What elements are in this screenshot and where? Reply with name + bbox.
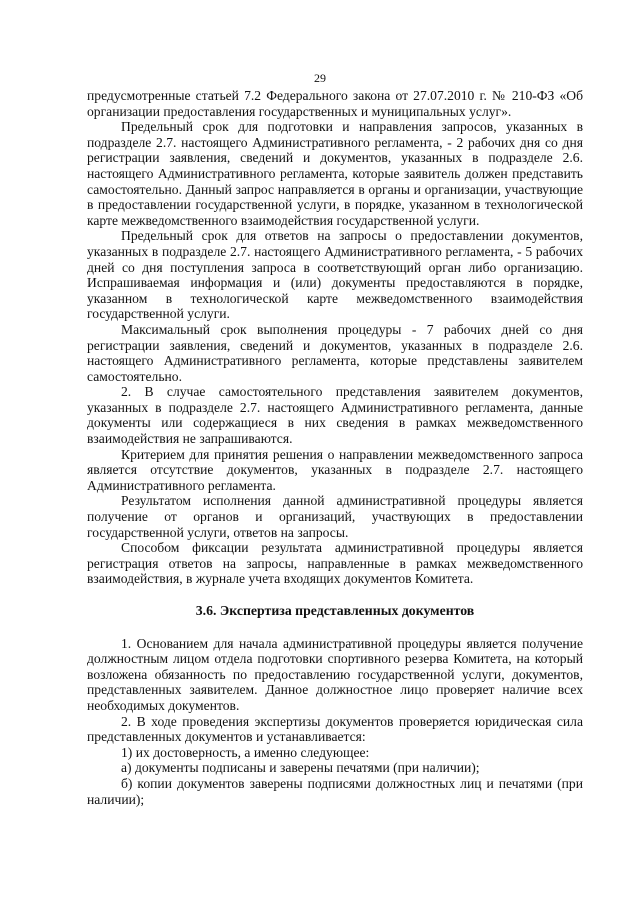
page-number: 29 — [314, 71, 326, 85]
paragraph: Максимальный срок выполнения процедуры - 7 рабочих дней со дня регистрации заявления, сведений и документов, указанных в подразделе 2.6. настоящего Административного регламента, которые представлены заявителем самостоятельно. — [87, 321, 583, 384]
section-heading: 3.6. Экспертиза представленных документов — [195, 603, 475, 618]
list-item: б) копии документов заверены подписями должностных лиц и печатями (при наличии); — [87, 775, 583, 807]
paragraph: Способом фиксации результата административной процедуры является регистрация ответов на запросы, направленные в рамках межведомственного взаимодействия, в журнале учета входящих документов Комитета. — [87, 540, 583, 587]
list-item: а) документы подписаны и заверены печатями (при наличии); — [121, 760, 480, 776]
document-body — [87, 88, 583, 807]
paragraph: 1. Основанием для начала административной процедуры является получение должностным лицом отдела подготовки спортивного резерва Комитета, на который возложена обязанность по предоставлению государственной услуги, документов, представленных заявителем. Данное должностное лицо проверяет наличие всех необходимых документов. — [87, 635, 583, 713]
paragraph: Предельный срок для ответов на запросы о предоставлении документов, указанных в подразделе 2.7. настоящего Административного регламента, - 5 рабочих дней со дня поступления запроса в соответствующий орган либо организацию. Испрашиваемая информация и (или) документы предоставляются в порядке, указанном в технологической карте межведомственного взаимодействия государственной услуги. — [87, 228, 583, 322]
paragraph: предусмотренные статьей 7.2 Федерального закона от 27.07.2010 г. № 210-ФЗ «Об организации предоставления государственных и муниципальных услуг». — [87, 88, 583, 119]
paragraph: Критерием для принятия решения о направлении межведомственного запроса является отсутствие документов, указанных в подразделе 2.7. настоящего Административного регламента. — [87, 446, 583, 493]
paragraph: 2. В случае самостоятельного представления заявителем документов, указанных в подразделе 2.7. настоящего Административного регламента, данные документы или содержащиеся в них сведения в рамках межведомственного взаимодействия не запрашиваются. — [87, 384, 583, 447]
paragraph: 2. В ходе проведения экспертизы документов проверяется юридическая сила представленных документов и устанавливается: — [87, 713, 583, 745]
list-item: 1) их достоверность, а именно следующее: — [121, 744, 370, 760]
paragraph: Результатом исполнения данной административной процедуры является получение от органов и организаций, участвующих в предоставлении государственной услуги, ответов на запросы. — [87, 493, 583, 540]
paragraph: Предельный срок для подготовки и направления запросов, указанных в подразделе 2.7. настоящего Административного регламента, - 2 рабочих дня со дня регистрации заявления, сведений и документов, указанных в подразделе 2.6. настоящего Административного регламента, которые заявитель должен представить самостоятельно. Данный запрос направляется в органы и организации, участвующие в предоставлении государственной услуги, в порядке, указанном в технологической карте межведомственного взаимодействия государственной услуги. — [87, 119, 583, 228]
